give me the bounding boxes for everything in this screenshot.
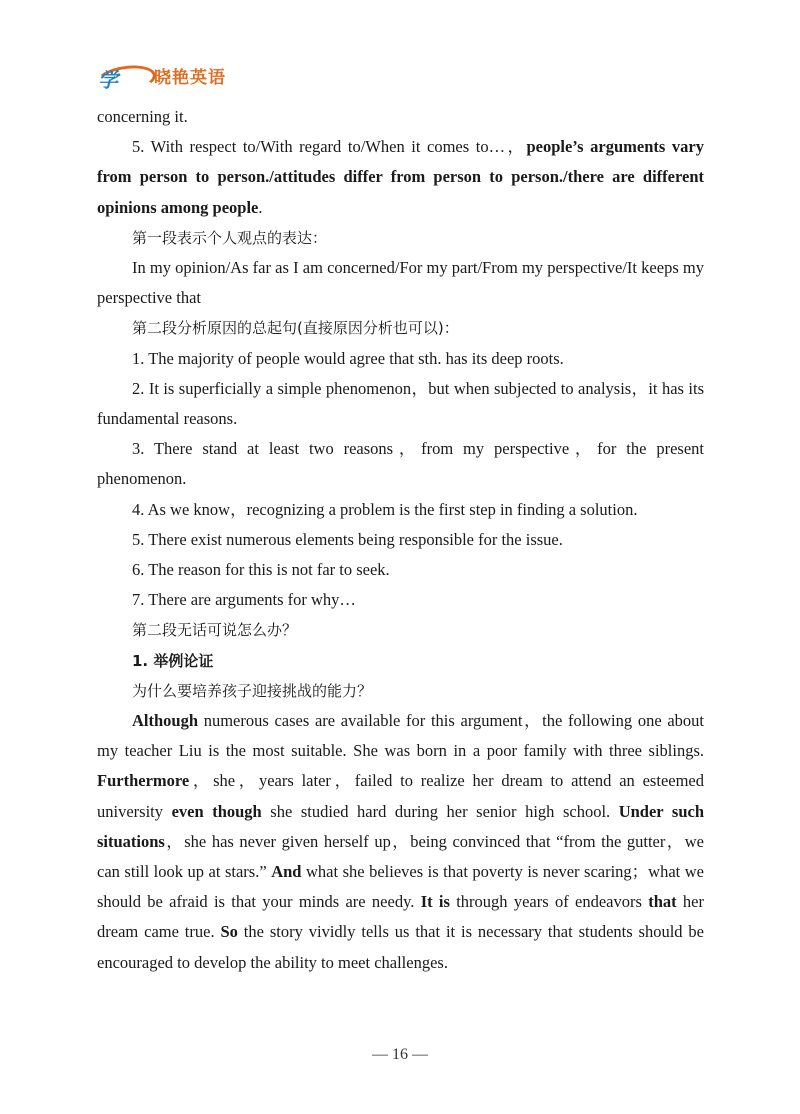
- text-run: her dream came true.: [97, 892, 704, 942]
- text-run: 3. There stand at least two reasons，from my perspective，for the present phenomenon.: [97, 439, 704, 489]
- text-run: ，she has never given herself up，being convinced that “from the gutter，we can still look up at stars.”: [97, 831, 704, 882]
- paragraph: [97, 374, 704, 434]
- text-run: 5. With respect to/With regard to/When it comes to…，: [132, 137, 527, 157]
- bold-text-run: Under such situations: [97, 801, 704, 851]
- bold-text-run: Although: [132, 711, 199, 731]
- paragraph: [97, 313, 704, 343]
- bold-text-run: Furthermore: [97, 771, 190, 791]
- paragraph: [97, 102, 704, 132]
- paragraph: [97, 132, 704, 223]
- text-run: 为什么要培养孩子迎接挑战的能力？: [132, 681, 373, 700]
- paragraph: [97, 585, 704, 615]
- paragraph: [97, 555, 704, 585]
- text-run: 第一段表示个人观点的表达：: [132, 228, 328, 247]
- text-run: she studied hard during her senior high school.: [261, 801, 619, 821]
- text-run: numerous cases are available for this argument，the following one about my teacher Liu is the most suitable. She was born in a poor family with three siblings.: [97, 711, 704, 761]
- brand-logo: [96, 60, 226, 90]
- paragraph: [97, 706, 704, 978]
- text-run: what she believes is that poverty is never scaring；what we should be afraid is that your minds are needy.: [97, 862, 704, 912]
- paragraph: [97, 223, 704, 253]
- text-run: 6. The reason for this is not far to seek.: [132, 560, 390, 580]
- bold-text-run: even though: [171, 801, 262, 821]
- paragraph: [97, 525, 704, 555]
- bold-text-run: It is: [420, 892, 450, 912]
- text-run: 7. There are arguments for why…: [132, 590, 356, 610]
- paragraph: [97, 253, 704, 313]
- text-run: .: [258, 197, 263, 217]
- text-run: the story vividly tells us that it is necessary that students should be encouraged to develop the ability to meet challenges.: [97, 922, 705, 972]
- bold-text-run: So: [220, 922, 238, 942]
- text-run: 第二段无话可说怎么办？: [132, 621, 298, 640]
- text-run: ，she，years later，failed to realize her dream to attend an esteemed university: [97, 771, 704, 821]
- text-run: In my opinion/As far as I am concerned/For my part/From my perspective/It keeps my perspective that: [97, 258, 704, 308]
- text-run: concerning it.: [97, 107, 188, 126]
- paragraph: [97, 646, 704, 676]
- text-run: 2. It is superficially a simple phenomenon，but when subjected to analysis，it has its fundamental reasons.: [97, 378, 704, 429]
- paragraph: [97, 615, 704, 645]
- text-run: 4. As we know，recognizing a problem is the first step in finding a solution.: [132, 499, 638, 519]
- paragraph: [97, 495, 704, 525]
- logo-mark-icon: 学: [96, 62, 150, 88]
- text-run: 1. The majority of people would agree that sth. has its deep roots.: [132, 348, 564, 368]
- logo-name: 晓艳英语: [154, 67, 226, 88]
- text-run: 5. There exist numerous elements being responsible for the issue.: [132, 529, 563, 549]
- paragraph: [97, 676, 704, 706]
- document-body: [97, 102, 704, 978]
- page-number: — 16 —: [372, 1046, 428, 1063]
- bold-text-run: that: [648, 892, 677, 912]
- paragraph: [97, 434, 704, 494]
- text-run: through years of endeavors: [449, 892, 649, 912]
- paragraph: [97, 344, 704, 374]
- bold-text-run: people’s arguments vary from person to person./attitudes differ from person to person./there are different opinions among people: [97, 137, 704, 217]
- bold-text-run: 1. 举例论证: [132, 651, 214, 670]
- text-run: 第二段分析原因的总起句(直接原因分析也可以)：: [132, 319, 459, 338]
- bold-text-run: And: [271, 862, 302, 882]
